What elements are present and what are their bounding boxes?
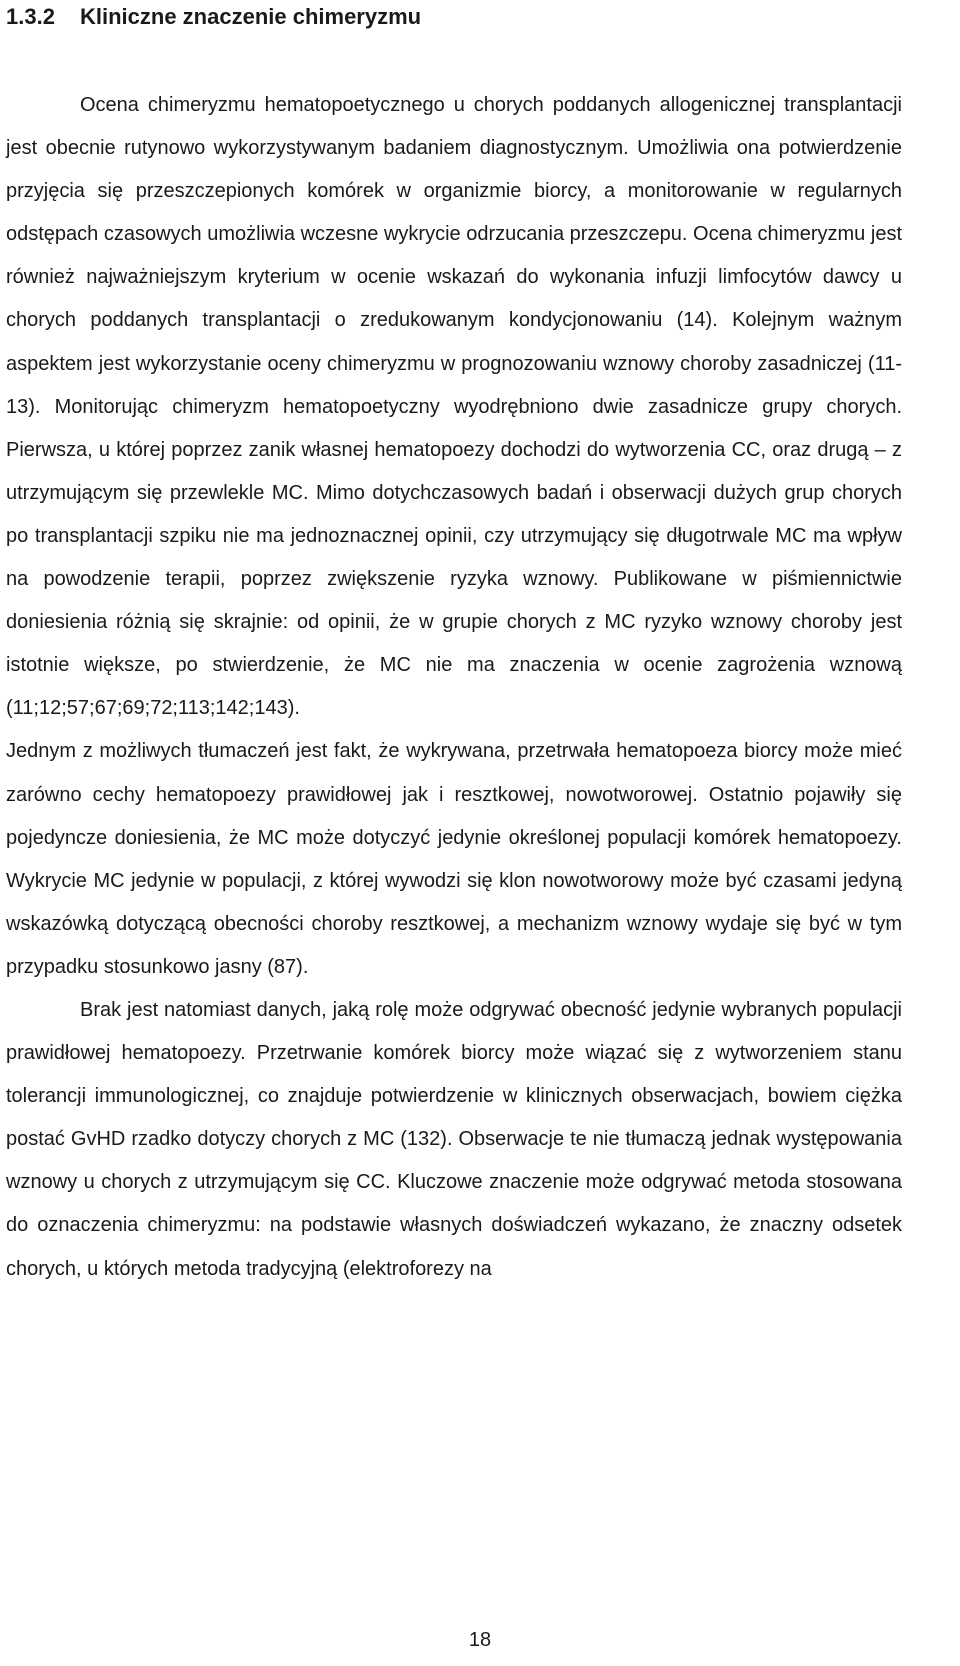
paragraph-1: Ocena chimeryzmu hematopoetycznego u chorych poddanych allogenicznej transplantacji jest obecnie rutynowo wykorzystywanym badaniem diagnostycznym. Umożliwia ona potwierdzenie przyjęcia się przeszczepionych komórek w organizmie biorcy, a monitorowanie w regularnych odstępach czasowych umożliwia wczesne wykrycie odrzucania przeszczepu. Ocena chimeryzmu jest również najważniejszym kryterium w ocenie wskazań do wykonania infuzji limfocytów dawcy u chorych poddanych transplantacji o zredukowanym kondycjonowaniu (14). Kolejnym ważnym aspektem jest wykorzystanie oceny chimeryzmu w prognozowaniu wznowy choroby zasadniczej (11-13). Monitorując chimeryzm hematopoetyczny wyodrębniono dwie zasadnicze grupy chorych. Pierwsza, u której poprzez zanik własnej hematopoezy dochodzi do wytworzenia CC, oraz drugą – z utrzymującym się przewlekle MC. Mimo dotychczasowych badań i obserwacji dużych grup chorych po transplantacji szpiku nie ma jednoznacznej opinii, czy utrzymujący się długotrwale MC ma wpływ na powodzenie terapii, poprzez zwiększenie ryzyka wznowy. Publikowane w piśmiennictwie doniesienia różnią się skrajnie: od opinii, że w grupie chorych z MC ryzyko wznowy choroby jest istotnie większe, po stwierdzenie, że MC nie ma znaczenia w ocenie zagrożenia wznową (11;12;57;67;69;72;113;142;143). (6, 94, 902, 720)
section-title: Kliniczne znaczenie chimeryzmu (80, 4, 422, 29)
page-number: 18 (468, 1629, 492, 1651)
paragraph-2: Jednym z możliwych tłumaczeń jest fakt, że wykrywana, przetrwała hematopoeza biorcy może mieć zarówno cechy hematopoezy prawidłowej jak i resztkowej, nowotworowej. Ostatnio pojawiły się pojedyncze doniesienia, że MC może dotyczyć jedynie określonej populacji komórek hematopoezy. Wykrycie MC jedynie w populacji, z której wywodzi się klon nowotworowy może być czasami jedyną wskazówką dotyczącą obecności choroby resztkowej, a mechanizm wznowy wydaje się być w tym przypadku stosunkowo jasny (87). (6, 740, 902, 978)
section-number: 1.3.2 (6, 4, 55, 29)
section-heading (6, 4, 421, 30)
body-text (6, 84, 902, 1291)
paragraph-3: Brak jest natomiast danych, jaką rolę może odgrywać obecność jedynie wybranych populacji prawidłowej hematopoezy. Przetrwanie komórek biorcy może wiązać się z wytworzeniem stanu tolerancji immunologicznej, co znajduje potwierdzenie w klinicznych obserwacjach, bowiem ciężka postać GvHD rzadko dotyczy chorych z MC (132). Obserwacje te nie tłumaczą jednak występowania wznowy u chorych z utrzymującym się CC. Kluczowe znaczenie może odgrywać metoda stosowana do oznaczenia chimeryzmu: na podstawie własnych doświadczeń wykazano, że znaczny odsetek chorych, u których metoda tradycyjną (elektroforezy na (6, 998, 902, 1280)
